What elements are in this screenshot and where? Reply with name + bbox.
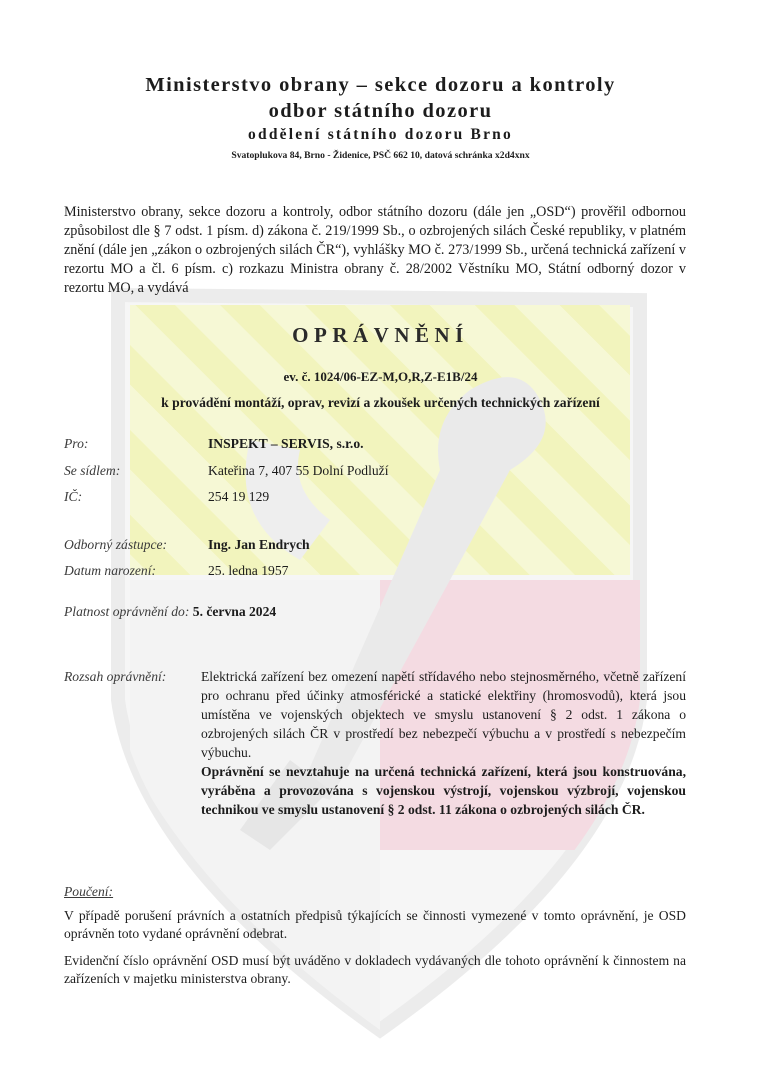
pro-label: Pro: xyxy=(64,436,89,451)
platnost-label: Platnost oprávnění do: xyxy=(64,604,190,619)
intro-paragraph: Ministerstvo obrany, sekce dozoru a kontroly, odbor státního dozoru (dále jen „OSD“) prověřil odbornou způsobilost dle § 7 odst. 1 písm. d) zákona č. 219/1999 Sb., o ozbrojených silách České republiky, v platném znění (dále jen „zákon o ozbrojených silách ČR“), vyhlášky MO č. 273/1999 Sb., určená technická zařízení v rezortu MO a čl. 6 písm. c) rozkazu Ministra obrany č. 28/2002 Věstníku MO, Státní odborný dozor v rezortu MO, a vydává xyxy=(64,204,686,296)
zastupce-label: Odborný zástupce: xyxy=(64,537,168,552)
pouceni-paragraph-1: V případě porušení právních a ostatních předpisů týkajících se činnosti vymezené v tomto oprávnění, je OSD oprávněn toto vydané oprávnění odebrat. xyxy=(64,908,686,941)
section-heading: oddělení státního dozoru Brno xyxy=(248,126,513,143)
platnost-line xyxy=(64,604,276,620)
sidlo-label: Se sídlem: xyxy=(64,463,121,478)
document-subtitle: k provádění montáží, oprav, revizí a zkoušek určených technických zařízení xyxy=(161,395,600,410)
zastupce-value: Ing. Jan Endrych xyxy=(208,537,310,552)
registration-number: ev. č. 1024/06-EZ-M,O,R,Z-E1B/24 xyxy=(283,369,478,384)
ic-value: 254 19 129 xyxy=(208,489,270,504)
rozsah-text: Elektrická zařízení bez omezení napětí střídavého nebo stejnosměrného, včetně zařízení pro ochranu před účinky atmosférické a statické elektřiny (hromosvodů), která jsou umístěna ve vojenských objektech ve smyslu ustanovení § 2 odst. 1 zákona o ozbrojených silách ČR v prostředí bez nebezpečí výbuchu a v prostředí s nebezpečím výbuchu. xyxy=(201,669,686,760)
platnost-value: 5. června 2024 xyxy=(192,604,277,619)
address-line: Svatoplukova 84, Brno - Židenice, PSČ 662 10, datová schránka x2d4xnx xyxy=(231,150,530,161)
rozsah-label: Rozsah oprávnění: xyxy=(64,669,167,684)
narozeni-value: 25. ledna 1957 xyxy=(208,563,289,578)
pouceni-paragraph-2: Evidenční číslo oprávnění OSD musí být uváděno v dokladech vydávaných dle tohoto oprávnění k činnostem na zařízeních v majetku ministerstva obrany. xyxy=(64,953,686,986)
ministry-heading: Ministerstvo obrany – sekce dozoru a kontroly xyxy=(145,74,616,96)
narozeni-label: Datum narození: xyxy=(64,563,157,578)
pouceni-heading: Poučení: xyxy=(64,884,114,899)
pro-value: INSPEKT – SERVIS, s.r.o. xyxy=(208,436,364,451)
sidlo-value: Kateřina 7, 407 55 Dolní Podluží xyxy=(208,463,389,478)
document-title: OPRÁVNĚNÍ xyxy=(292,323,469,347)
rozsah-exclusion-text: Oprávnění se nevztahuje na určená technická zařízení, která jsou konstruována, vyráběna a provozována s vojenskou výstrojí, vojenskou výzbrojí, vojenskou technikou ve smyslu ustanovení § 2 odst. 11 zákona o ozbrojených silách ČR. xyxy=(201,764,686,817)
pouceni-label: Poučení xyxy=(64,884,109,899)
department-heading: odbor státního dozoru xyxy=(268,100,493,122)
ic-label: IČ: xyxy=(64,489,83,504)
rozsah-text-block xyxy=(201,667,686,819)
